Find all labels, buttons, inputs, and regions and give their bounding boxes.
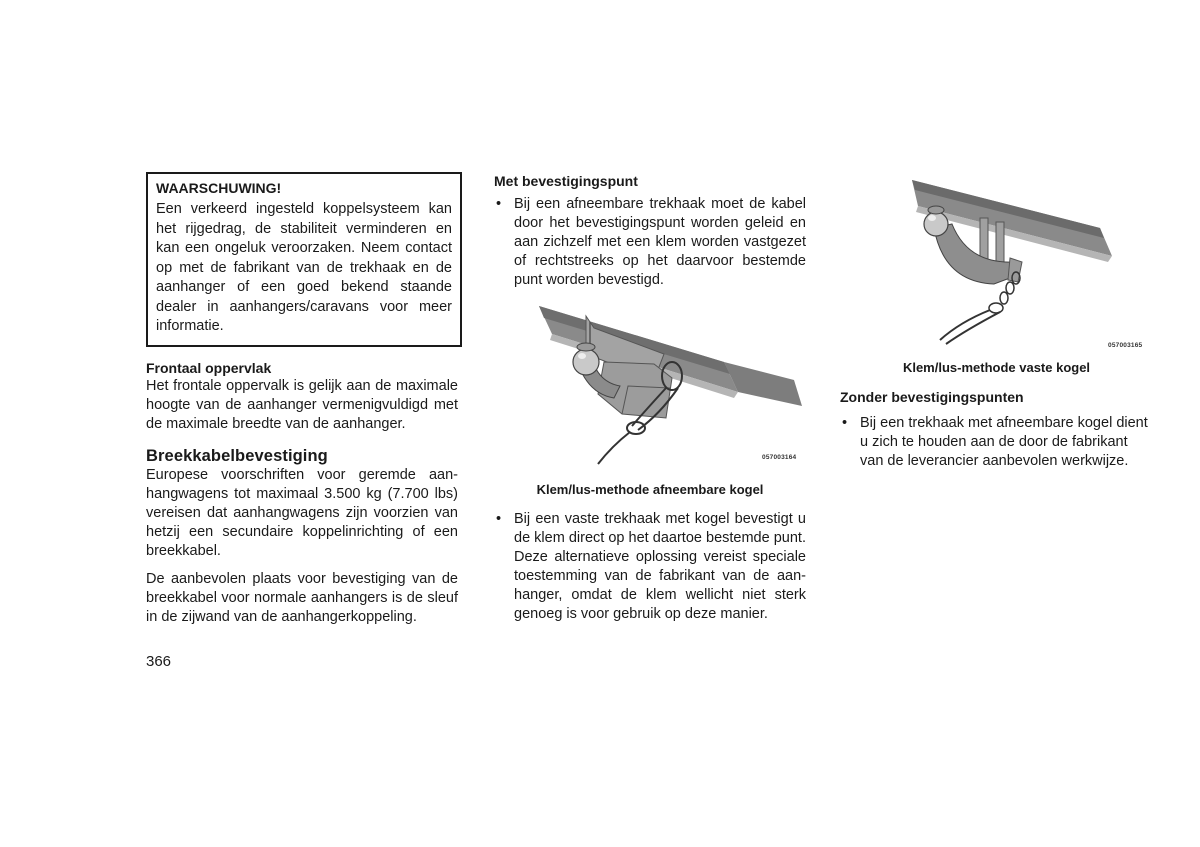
figure-1-code: 057003164	[762, 454, 797, 461]
breakaway-para-1: Europese voorschriften voor geremde aan-hangwagens tot maximaal 3.500 kg (7.700 lbs) vereisen dat aanhangwagens zijn voorzien van hetzij een secundaire koppelinrichting of een breekkabel.	[146, 466, 458, 559]
with-point-bullet-2: Bij een vaste trekhaak met kogel bevestigt u de klem direct op het daartoe bestemde punt. Deze alternatieve oplossing vereist speciale toestemming van de fabrikant van de aan-hanger, omdat de klem wellicht niet sterk genoeg is voor gebruik op deze manier.	[514, 511, 806, 622]
bullet-icon: •	[496, 196, 502, 212]
list-item	[840, 414, 1153, 471]
figure-detachable-ball	[494, 294, 806, 474]
warning-title: WAARSCHUWING!	[156, 180, 282, 196]
figure-fixed-ball	[840, 172, 1153, 352]
breakaway-para-2: De aanbevolen plaats voor bevestiging van de breekkabel voor normale aanhangers is de sleuf in de zijwand van de aanhangerkoppeling.	[146, 570, 458, 625]
column-left	[146, 172, 458, 627]
list-item	[494, 195, 806, 290]
warning-text: Een verkeerd ingesteld koppelsysteem kan het rijgedrag, de stabiliteit verminderen en kan een ongeluk veroorzaken. Neem contact op met de fabrikant van de trekhaak en de aanhanger of een goed bekend staande dealer in aanhangers/caravans voor meer informatie.	[156, 201, 452, 334]
without-points-bullet-1: Bij een trekhaak met afneembare kogel dient u zich te houden aan de door de fabrikant van de leverancier aanbevolen werkwijze.	[860, 415, 1148, 469]
warning-box	[146, 172, 462, 347]
figure-2-caption: Klem/lus-methode vaste kogel	[902, 360, 1091, 375]
bullet-icon: •	[496, 511, 502, 527]
page-number: 366	[146, 653, 172, 670]
column-right	[840, 172, 1153, 471]
frontal-heading: Frontaal oppervlak	[146, 359, 272, 376]
detachable-towbar-illustration	[494, 294, 806, 474]
breakaway-heading: Breekkabelbevestiging	[146, 446, 328, 465]
fixed-towbar-illustration	[840, 172, 1153, 352]
frontal-text: Het frontale oppervalk is gelijk aan de maximale hoogte van de aanhanger vermenigvuldigd met de maximale breedte van de aanhanger.	[146, 377, 458, 432]
figure-2-code: 057003165	[1108, 342, 1143, 349]
without-points-heading: Zonder bevestigingspunten	[840, 389, 1024, 405]
with-point-bullet-1: Bij een afneembare trekhaak moet de kabel door het bevestigingspunt worden geleid en aan zichzelf met een klem worden vastgezet of rechtstreeks op het daarvoor bestemde punt worden bevestigd.	[514, 196, 806, 288]
with-point-heading: Met bevestigingspunt	[494, 173, 638, 189]
figure-1-caption: Klem/lus-methode afneembare kogel	[536, 482, 764, 497]
column-middle	[494, 172, 806, 624]
list-item	[494, 510, 806, 624]
bullet-icon: •	[842, 415, 848, 431]
